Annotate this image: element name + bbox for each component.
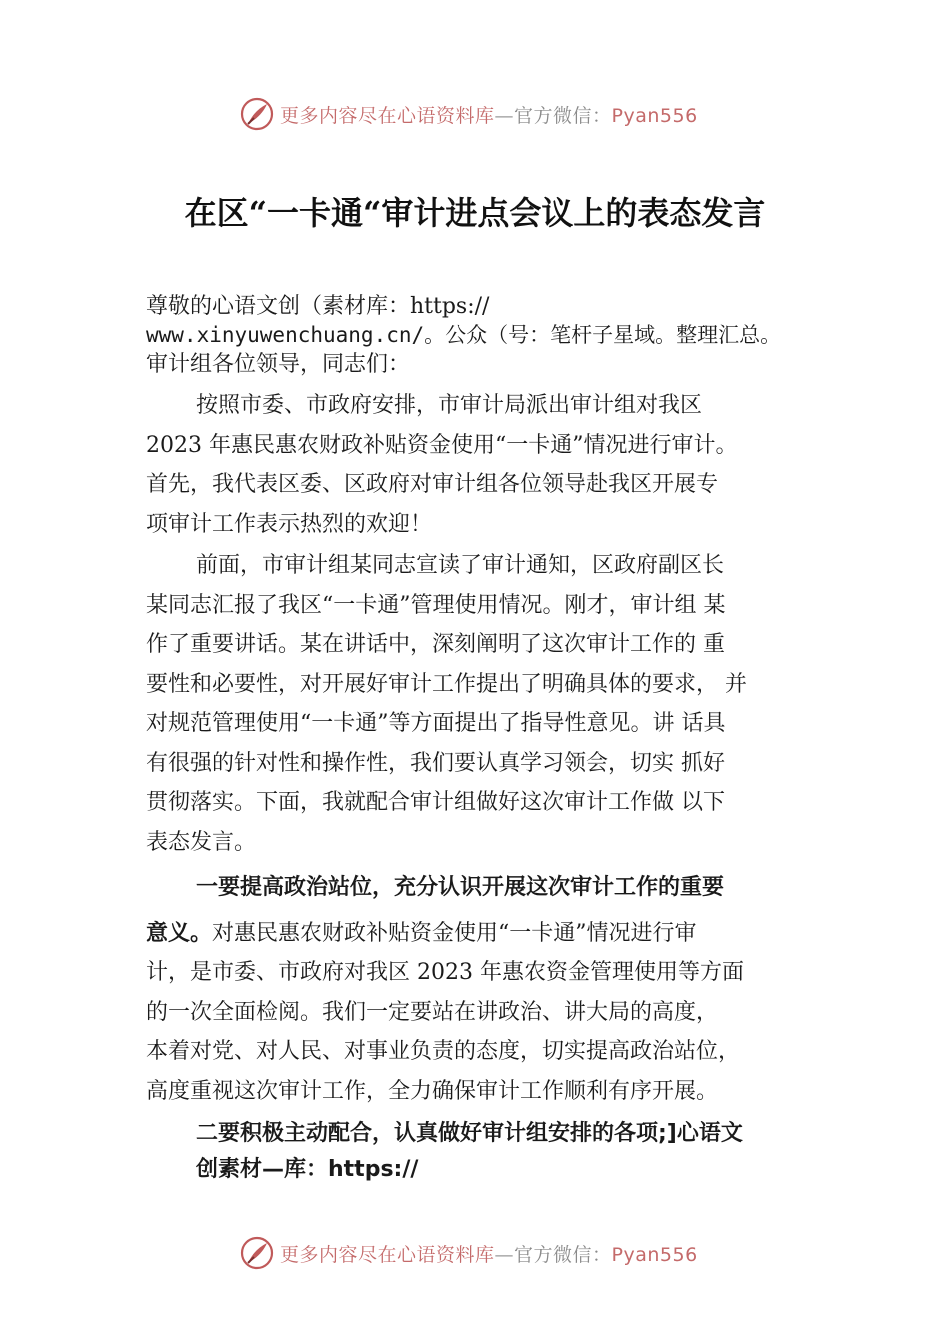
p3-line-5: 本着对党、对人民、对事业负责的态度，切实提高政治站位， <box>146 1039 741 1064</box>
quill-logo-icon <box>240 1236 274 1270</box>
p3-line-3: 计，是市委、市政府对我区 2023 年惠农资金管理使用等方面 <box>146 960 744 985</box>
p2-line-3: 作了重要讲话。某在讲话中，深刻阐明了这次审计工作的 重 <box>146 632 725 657</box>
banner-site-name: 更多内容尽在心语资料库 <box>280 104 495 127</box>
banner-text <box>280 1240 698 1267</box>
p3-heading-line-1: 一要提高政治站位，充分认识开展这次审计工作的重要 <box>196 875 725 900</box>
header-banner <box>240 94 720 134</box>
p4-line-2: 创素材—库：https:// <box>196 1157 419 1182</box>
p3-line-4: 的一次全面检阅。我们一定要站在讲政治、讲大局的高度， <box>146 999 719 1025</box>
p3-heading-line-2: 意义。 <box>146 920 213 946</box>
footer-banner <box>240 1233 720 1273</box>
banner-text <box>280 101 698 128</box>
p1-line-3: 首先，我代表区委、区政府对审计组各位领导赴我区开展专 <box>146 472 719 497</box>
salutation-line-1 <box>146 292 846 321</box>
p1-line-4: 项审计工作表示热烈的欢迎！ <box>146 511 433 537</box>
banner-wechat-label: 官方微信： <box>514 1243 612 1266</box>
salutation-line-2: www.xinyuwenchuang.cn/。公众（号：笔杆子星域。整理汇总。 <box>146 323 782 347</box>
p3-text-line-2: 对惠民惠农财政补贴资金使用“一卡通”情况进行审 <box>212 920 697 946</box>
salutation-line-3: 审计组各位领导，同志们： <box>146 352 411 377</box>
p2-line-1: 前面，市审计组某同志宣读了审计通知，区政府副区长 <box>196 553 725 578</box>
p2-line-7: 贯彻落实。下面，我就配合审计组做好这次审计工作做 以下 <box>146 790 725 815</box>
p2-line-6: 有很强的针对性和操作性，我们要认真学习领会，切实 抓好 <box>146 750 725 776</box>
p2-line-4: 要性和必要性，对开展好审计工作提出了明确具体的要求， 并 <box>146 671 747 697</box>
paragraph-4 <box>196 1116 896 1188</box>
banner-wechat-id: Pyan556 <box>611 104 698 127</box>
banner-separator: — <box>494 1243 515 1266</box>
paragraph-3 <box>146 868 846 1111</box>
p4-line-1: 二要积极主动配合，认真做好审计组安排的各项;]心语文 <box>196 1121 743 1146</box>
p2-line-5: 对规范管理使用“一卡通”等方面提出了指导性意见。讲 话具 <box>146 711 726 736</box>
paragraph-1 <box>146 386 846 544</box>
p2-line-2: 某同志汇报了我区“一卡通”管理使用情况。刚才，审计组 某 <box>146 592 726 618</box>
page-title: 在区“一卡通“审计进点会议上的表态发言 <box>184 194 766 232</box>
p2-line-8: 表态发言。 <box>146 829 257 855</box>
banner-wechat-id: Pyan556 <box>611 1243 698 1266</box>
p3-line-2 <box>146 914 846 954</box>
quill-logo-icon <box>240 97 274 131</box>
p1-line-1: 按照市委、市政府安排，市审计局派出审计组对我区 <box>196 393 703 418</box>
salutation-text-1: 尊敬的心语文创（素材库：https:// <box>146 294 490 319</box>
p3-line-6: 高度重视这次审计工作，全力确保审计工作顺利有序开展。 <box>146 1078 719 1104</box>
banner-site-name: 更多内容尽在心语资料库 <box>280 1243 495 1266</box>
salutation <box>146 292 846 379</box>
banner-separator: — <box>494 104 515 127</box>
p1-line-2: 2023 年惠民惠农财政补贴资金使用“一卡通”情况进行审计。 <box>146 432 738 458</box>
banner-wechat-label: 官方微信： <box>514 104 612 127</box>
paragraph-2 <box>146 546 846 862</box>
